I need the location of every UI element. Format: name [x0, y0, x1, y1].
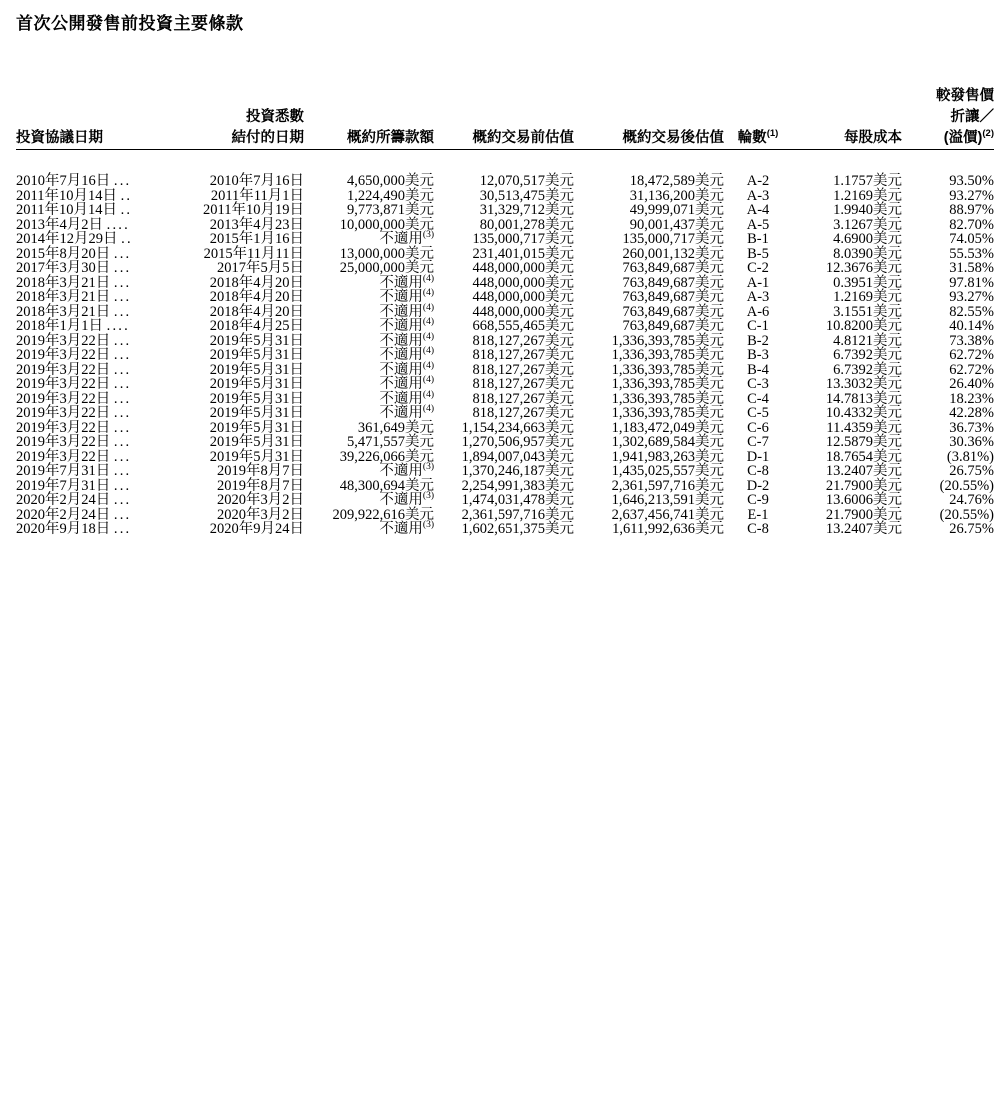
cell-amount-raised: 不適用$^{(3)}$ [379, 462, 434, 480]
cell-cost-per-share: 10.4332美元 [825, 405, 902, 422]
cell-settlement-date: 2015年1月16日 [209, 231, 304, 248]
cell-settlement-date: 2019年5月31日 [209, 376, 304, 393]
cell-cost-per-share: 21.7900美元 [825, 477, 902, 494]
cell-cost-per-share: 1.2169美元 [833, 187, 902, 204]
footnote-marker: (4) [422, 317, 434, 328]
cell-pre-money-valuation: 1,370,246,187美元 [461, 463, 574, 480]
leader-dots: ... [113, 448, 132, 465]
cell-discount-to-offer-price: 62.72% [949, 361, 994, 378]
cell-settlement-date: 2018年4月20日 [209, 289, 304, 306]
leader-dots: .. [120, 202, 133, 219]
cell-round: C-7 [747, 434, 769, 451]
leader-dots: ... [113, 274, 132, 291]
cell-discount-to-offer-price: 93.27% [949, 187, 994, 204]
table-header-row [16, 86, 994, 150]
cell-pre-money-valuation: 1,894,007,043美元 [461, 448, 574, 465]
cell-post-money-valuation: 1,336,393,785美元 [611, 347, 724, 364]
cell-investment-agreement-date: 2018年3月21日 ... [16, 303, 132, 320]
cell-pre-money-valuation: 818,127,267美元 [472, 361, 574, 378]
cell-post-money-valuation: 2,361,597,716美元 [611, 477, 724, 494]
cell-cost-per-share: 13.6006美元 [825, 492, 902, 509]
cell-investment-agreement-date: 2018年3月21日 ... [16, 274, 132, 291]
cell-pre-money-valuation: 1,154,234,663美元 [461, 419, 574, 436]
leader-dots: ... [113, 245, 132, 262]
cell-round: A-3 [746, 187, 770, 204]
cell-round: C-4 [747, 390, 769, 407]
cell-discount-to-offer-price: 18.23% [949, 390, 994, 407]
cell-post-money-valuation: 1,336,393,785美元 [611, 390, 724, 407]
cell-settlement-date: 2013年4月23日 [209, 216, 304, 233]
cell-investment-agreement-date: 2020年9月18日 ... [16, 521, 132, 538]
cell-investment-agreement-date: 2015年8月20日 ... [16, 245, 132, 262]
cell-pre-money-valuation: 818,127,267美元 [472, 376, 574, 393]
cell-cost-per-share: 6.7392美元 [833, 361, 902, 378]
table-row [16, 319, 994, 334]
column-header-line: 投資協議日期 [16, 130, 103, 147]
cell-round: E-1 [747, 506, 769, 523]
cell-investment-agreement-date: 2010年7月16日 ... [16, 173, 132, 190]
cell-cost-per-share: 0.3951美元 [833, 274, 902, 291]
column-header-settlement-date [179, 86, 304, 150]
cell-discount-to-offer-price: 74.05% [949, 231, 994, 248]
cell-amount-raised: 4,650,000美元 [347, 173, 434, 190]
cell-round: C-2 [747, 260, 769, 277]
cell-discount-to-offer-price: 30.36% [949, 434, 994, 451]
leader-dots: ... [113, 303, 132, 320]
cell-pre-money-valuation: 135,000,717美元 [472, 231, 574, 248]
cell-amount-raised: 25,000,000美元 [339, 260, 434, 277]
column-header-pre-money-valuation [434, 86, 574, 150]
cell-round: A-3 [746, 289, 770, 306]
cell-amount-raised: 不適用$^{(4)}$ [379, 332, 434, 349]
footnote-marker: (1) [766, 128, 779, 140]
cell-investment-agreement-date: 2011年10月14日 .. [16, 202, 133, 219]
cell-investment-agreement-date: 2020年2月24日 ... [16, 492, 132, 509]
cell-pre-money-valuation: 448,000,000美元 [472, 274, 574, 291]
cell-round: C-5 [747, 405, 769, 422]
cell-amount-raised: 9,773,871美元 [347, 202, 434, 219]
cell-amount-raised: 361,649美元 [357, 419, 434, 436]
column-header-line: 投資悉數 [246, 109, 304, 126]
cell-round: B-4 [747, 361, 769, 378]
cell-cost-per-share: 13.2407美元 [825, 463, 902, 480]
cell-post-money-valuation: 1,435,025,557美元 [611, 463, 724, 480]
footnote-marker: (4) [422, 361, 434, 372]
cell-settlement-date: 2019年5月31日 [209, 361, 304, 378]
footnote-marker: (4) [422, 375, 434, 386]
footnote-marker: (3) [422, 462, 434, 473]
cell-post-money-valuation: 1,941,983,263美元 [611, 448, 724, 465]
cell-settlement-date: 2020年3月2日 [217, 506, 304, 523]
footnote-marker: (4) [422, 303, 434, 314]
cell-cost-per-share: 12.5879美元 [825, 434, 902, 451]
cell-settlement-date: 2011年11月1日 [210, 187, 304, 204]
cell-amount-raised: 不適用$^{(3)}$ [379, 491, 434, 509]
cell-pre-money-valuation: 30,513,475美元 [479, 187, 574, 204]
cell-investment-agreement-date: 2019年7月31日 ... [16, 463, 132, 480]
cell-investment-agreement-date: 2019年3月22日 ... [16, 361, 132, 378]
cell-amount-raised: 不適用$^{(4)}$ [379, 303, 434, 320]
cell-investment-agreement-date: 2019年3月22日 ... [16, 405, 132, 422]
column-header-line: 概約交易後估值 [622, 130, 724, 147]
footnote-marker: (4) [422, 288, 434, 299]
footnote-marker: (4) [422, 404, 434, 415]
table-row [16, 348, 994, 363]
leader-dots: ... [113, 405, 132, 422]
column-header-line: 概約所籌款額 [347, 130, 434, 147]
table-row [16, 203, 994, 218]
cell-investment-agreement-date: 2019年7月31日 ... [16, 477, 132, 494]
cell-post-money-valuation: 763,849,687美元 [622, 303, 724, 320]
cell-post-money-valuation: 2,637,456,741美元 [611, 506, 724, 523]
cell-settlement-date: 2018年4月25日 [209, 318, 304, 335]
table-row [16, 493, 994, 508]
cell-round: D-2 [746, 477, 770, 494]
footnote-marker: (2) [982, 128, 994, 140]
table-row [16, 435, 994, 450]
column-header-line: 結付的日期 [231, 130, 304, 147]
cell-round: A-4 [746, 202, 770, 219]
cell-amount-raised: 不適用$^{(4)}$ [379, 274, 434, 291]
cell-cost-per-share: 4.6900美元 [833, 231, 902, 248]
cell-amount-raised: 不適用$^{(3)}$ [379, 520, 434, 538]
cell-discount-to-offer-price: 40.14% [949, 318, 994, 335]
cell-settlement-date: 2019年5月31日 [209, 448, 304, 465]
cell-investment-agreement-date: 2019年3月22日 ... [16, 448, 132, 465]
cell-settlement-date: 2019年8月7日 [217, 477, 304, 494]
cell-settlement-date: 2018年4月20日 [209, 303, 304, 320]
cell-settlement-date: 2019年5月31日 [209, 405, 304, 422]
cell-investment-agreement-date: 2019年3月22日 ... [16, 390, 132, 407]
cell-cost-per-share: 3.1267美元 [833, 216, 902, 233]
cell-discount-to-offer-price: 55.53% [949, 245, 994, 262]
cell-settlement-date: 2015年11月11日 [203, 245, 304, 262]
cell-cost-per-share: 14.7813美元 [825, 390, 902, 407]
table-row [16, 261, 994, 276]
cell-round: A-2 [746, 173, 770, 190]
cell-post-money-valuation: 49,999,071美元 [629, 202, 724, 219]
table-row [16, 150, 994, 189]
leader-dots: .... [106, 216, 130, 233]
cell-amount-raised: 13,000,000美元 [339, 245, 434, 262]
cell-investment-agreement-date: 2019年3月22日 ... [16, 332, 132, 349]
cell-discount-to-offer-price: 42.28% [949, 405, 994, 422]
cell-discount-to-offer-price: 93.27% [949, 289, 994, 306]
cell-round: C-6 [747, 419, 769, 436]
leader-dots: .. [121, 231, 133, 248]
cell-amount-raised: 5,471,557美元 [347, 434, 434, 451]
cell-discount-to-offer-price: 26.40% [949, 376, 994, 393]
cell-post-money-valuation: 18,472,589美元 [629, 173, 724, 190]
cell-investment-agreement-date: 2020年2月24日 ... [16, 506, 132, 523]
cell-cost-per-share: 1.2169美元 [833, 289, 902, 306]
cell-amount-raised: 不適用$^{(4)}$ [379, 361, 434, 378]
column-header-cost-per-share [792, 86, 902, 150]
cell-cost-per-share: 13.2407美元 [825, 521, 902, 538]
cell-discount-to-offer-price: 36.73% [949, 419, 994, 436]
cell-settlement-date: 2019年5月31日 [209, 390, 304, 407]
cell-post-money-valuation: 31,136,200美元 [629, 187, 724, 204]
cell-pre-money-valuation: 12,070,517美元 [479, 173, 574, 190]
cell-settlement-date: 2020年3月2日 [217, 492, 304, 509]
cell-amount-raised: 39,226,066美元 [339, 448, 434, 465]
cell-cost-per-share: 1.9940美元 [833, 202, 902, 219]
column-header-line: 較發售價 [936, 88, 994, 105]
leader-dots: ... [113, 521, 132, 538]
cell-discount-to-offer-price: 93.50% [949, 173, 994, 190]
cell-discount-to-offer-price: 26.75% [949, 521, 994, 538]
cell-discount-to-offer-price: 82.55% [949, 303, 994, 320]
cell-cost-per-share: 8.0390美元 [833, 245, 902, 262]
cell-pre-money-valuation: 1,474,031,478美元 [461, 492, 574, 509]
cell-settlement-date: 2010年7月16日 [209, 173, 304, 190]
cell-round: A-6 [746, 303, 770, 320]
column-header-line: 輪數$^{(1)}$ [737, 128, 779, 147]
leader-dots: ... [113, 289, 132, 306]
document-page [0, 0, 1000, 537]
leader-dots: .... [106, 318, 130, 335]
leader-dots: ... [113, 419, 132, 436]
cell-post-money-valuation: 1,646,213,591美元 [611, 492, 724, 509]
column-header-post-money-valuation [574, 86, 724, 150]
cell-investment-agreement-date: 2019年3月22日 ... [16, 419, 132, 436]
leader-dots: ... [113, 347, 132, 364]
cell-investment-agreement-date: 2013年4月2日 .... [16, 216, 130, 233]
leader-dots: ... [113, 463, 132, 480]
cell-discount-to-offer-price: (20.55%) [939, 506, 994, 523]
cell-round: B-1 [747, 231, 769, 248]
cell-settlement-date: 2020年9月24日 [209, 521, 304, 538]
cell-pre-money-valuation: 448,000,000美元 [472, 303, 574, 320]
cell-settlement-date: 2019年5月31日 [209, 347, 304, 364]
pre-ipo-investment-terms-table [16, 86, 994, 537]
cell-round: C-1 [747, 318, 769, 335]
cell-discount-to-offer-price: 97.81% [949, 274, 994, 291]
leader-dots: ... [113, 492, 132, 509]
leader-dots: ... [113, 332, 132, 349]
cell-settlement-date: 2018年4月20日 [209, 274, 304, 291]
cell-investment-agreement-date: 2019年3月22日 ... [16, 434, 132, 451]
cell-discount-to-offer-price: 73.38% [949, 332, 994, 349]
footnote-marker: (3) [422, 491, 434, 502]
cell-round: B-2 [747, 332, 769, 349]
cell-amount-raised: 不適用$^{(4)}$ [379, 288, 434, 306]
cell-cost-per-share: 21.7900美元 [825, 506, 902, 523]
cell-amount-raised: 不適用$^{(4)}$ [379, 346, 434, 364]
cell-discount-to-offer-price: 88.97% [949, 202, 994, 219]
cell-round: C-8 [747, 521, 769, 538]
cell-round: B-5 [747, 245, 769, 262]
cell-investment-agreement-date: 2011年10月14日 .. [16, 187, 133, 204]
cell-pre-money-valuation: 1,270,506,957美元 [461, 434, 574, 451]
cell-cost-per-share: 3.1551美元 [833, 303, 902, 320]
cell-cost-per-share: 18.7654美元 [825, 448, 902, 465]
leader-dots: ... [113, 376, 132, 393]
table-row [16, 232, 994, 247]
cell-pre-money-valuation: 818,127,267美元 [472, 390, 574, 407]
column-header-line: (溢價)$^{(2)}$ [943, 128, 994, 147]
leader-dots: ... [113, 477, 132, 494]
cell-discount-to-offer-price: (3.81%) [946, 448, 994, 465]
cell-post-money-valuation: 90,001,437美元 [629, 216, 724, 233]
leader-dots: ... [113, 361, 132, 378]
cell-investment-agreement-date: 2018年3月21日 ... [16, 289, 132, 306]
cell-post-money-valuation: 1,336,393,785美元 [611, 405, 724, 422]
cell-round: D-1 [746, 448, 770, 465]
footnote-marker: (3) [422, 230, 434, 241]
cell-discount-to-offer-price: 62.72% [949, 347, 994, 364]
table-row [16, 522, 994, 537]
cell-round: A-5 [746, 216, 770, 233]
cell-post-money-valuation: 1,611,992,636美元 [612, 521, 724, 538]
cell-pre-money-valuation: 2,361,597,716美元 [461, 506, 574, 523]
cell-amount-raised: 不適用$^{(3)}$ [379, 230, 434, 248]
cell-settlement-date: 2011年10月19日 [203, 202, 304, 219]
leader-dots: .. [120, 187, 133, 204]
cell-cost-per-share: 4.8121美元 [833, 332, 902, 349]
cell-cost-per-share: 10.8200美元 [825, 318, 902, 335]
cell-post-money-valuation: 135,000,717美元 [622, 231, 724, 248]
table-body [16, 150, 994, 537]
cell-investment-agreement-date: 2018年1月1日 .... [16, 318, 130, 335]
cell-pre-money-valuation: 818,127,267美元 [472, 347, 574, 364]
cell-round: C-3 [747, 376, 769, 393]
cell-pre-money-valuation: 448,000,000美元 [472, 289, 574, 306]
cell-amount-raised: 10,000,000美元 [339, 216, 434, 233]
cell-post-money-valuation: 763,849,687美元 [622, 318, 724, 335]
cell-post-money-valuation: 1,302,689,584美元 [611, 434, 724, 451]
cell-post-money-valuation: 763,849,687美元 [622, 289, 724, 306]
column-header-round [724, 86, 792, 150]
cell-pre-money-valuation: 31,329,712美元 [479, 202, 574, 219]
leader-dots: ... [113, 434, 132, 451]
leader-dots: ... [113, 390, 132, 407]
footnote-marker: (4) [422, 390, 434, 401]
cell-discount-to-offer-price: 31.58% [949, 260, 994, 277]
cell-pre-money-valuation: 448,000,000美元 [472, 260, 574, 277]
cell-amount-raised: 不適用$^{(4)}$ [379, 390, 434, 407]
column-header-line: 概約交易前估值 [472, 130, 574, 147]
cell-settlement-date: 2019年5月31日 [209, 332, 304, 349]
cell-pre-money-valuation: 80,001,278美元 [479, 216, 574, 233]
cell-amount-raised: 48,300,694美元 [339, 477, 434, 494]
cell-post-money-valuation: 763,849,687美元 [622, 260, 724, 277]
leader-dots: ... [113, 506, 132, 523]
cell-round: C-8 [747, 463, 769, 480]
cell-pre-money-valuation: 231,401,015美元 [472, 245, 574, 262]
cell-amount-raised: 209,922,616美元 [332, 506, 434, 523]
cell-pre-money-valuation: 2,254,991,383美元 [461, 477, 574, 494]
page-title: 首次公開發售前投資主要條款 [16, 14, 244, 33]
cell-discount-to-offer-price: 24.76% [949, 492, 994, 509]
column-header-line: 折讓／ [950, 109, 994, 126]
footnote-marker: (4) [422, 332, 434, 343]
table-row [16, 290, 994, 305]
cell-round: B-3 [747, 347, 769, 364]
cell-investment-agreement-date: 2019年3月22日 ... [16, 376, 132, 393]
cell-cost-per-share: 11.4359美元 [826, 419, 902, 436]
cell-cost-per-share: 13.3032美元 [825, 376, 902, 393]
cell-settlement-date: 2019年8月7日 [217, 463, 304, 480]
cell-amount-raised: 不適用$^{(4)}$ [379, 317, 434, 335]
cell-post-money-valuation: 260,001,132美元 [622, 245, 724, 262]
cell-investment-agreement-date: 2017年3月30日 ... [16, 260, 132, 277]
column-header-line: 每股成本 [844, 130, 902, 147]
cell-settlement-date: 2019年5月31日 [209, 419, 304, 436]
cell-round: C-9 [747, 492, 769, 509]
footnote-marker: (4) [422, 346, 434, 357]
cell-amount-raised: 不適用$^{(4)}$ [379, 375, 434, 393]
column-header-discount-to-offer-price [902, 86, 994, 150]
table-row [16, 406, 994, 421]
cell-post-money-valuation: 1,336,393,785美元 [611, 376, 724, 393]
cell-post-money-valuation: 1,183,472,049美元 [611, 419, 724, 436]
cell-round: A-1 [746, 274, 770, 291]
cell-discount-to-offer-price: 26.75% [949, 463, 994, 480]
cell-settlement-date: 2017年5月5日 [217, 260, 304, 277]
column-header-amount-raised [304, 86, 434, 150]
cell-discount-to-offer-price: (20.55%) [939, 477, 994, 494]
table-header [16, 86, 994, 150]
cell-post-money-valuation: 763,849,687美元 [622, 274, 724, 291]
cell-cost-per-share: 12.3676美元 [825, 260, 902, 277]
cell-settlement-date: 2019年5月31日 [209, 434, 304, 451]
cell-amount-raised: 不適用$^{(4)}$ [379, 404, 434, 422]
cell-discount-to-offer-price: 82.70% [949, 216, 994, 233]
footnote-marker: (4) [422, 274, 434, 285]
cell-pre-money-valuation: 1,602,651,375美元 [461, 521, 574, 538]
cell-post-money-valuation: 1,336,393,785美元 [611, 332, 724, 349]
cell-investment-agreement-date: 2019年3月22日 ... [16, 347, 132, 364]
cell-amount-raised: 1,224,490美元 [347, 187, 434, 204]
leader-dots: ... [113, 173, 132, 190]
cell-pre-money-valuation: 818,127,267美元 [472, 332, 574, 349]
cell-cost-per-share: 6.7392美元 [833, 347, 902, 364]
table-row [16, 377, 994, 392]
footnote-marker: (3) [422, 520, 434, 531]
cell-pre-money-valuation: 818,127,267美元 [472, 405, 574, 422]
cell-cost-per-share: 1.1757美元 [833, 173, 902, 190]
leader-dots: ... [113, 260, 132, 277]
table-row [16, 464, 994, 479]
column-header-investment-agreement-date [16, 86, 179, 150]
cell-pre-money-valuation: 668,555,465美元 [472, 318, 574, 335]
cell-investment-agreement-date: 2014年12月29日 .. [16, 231, 133, 248]
cell-post-money-valuation: 1,336,393,785美元 [611, 361, 724, 378]
